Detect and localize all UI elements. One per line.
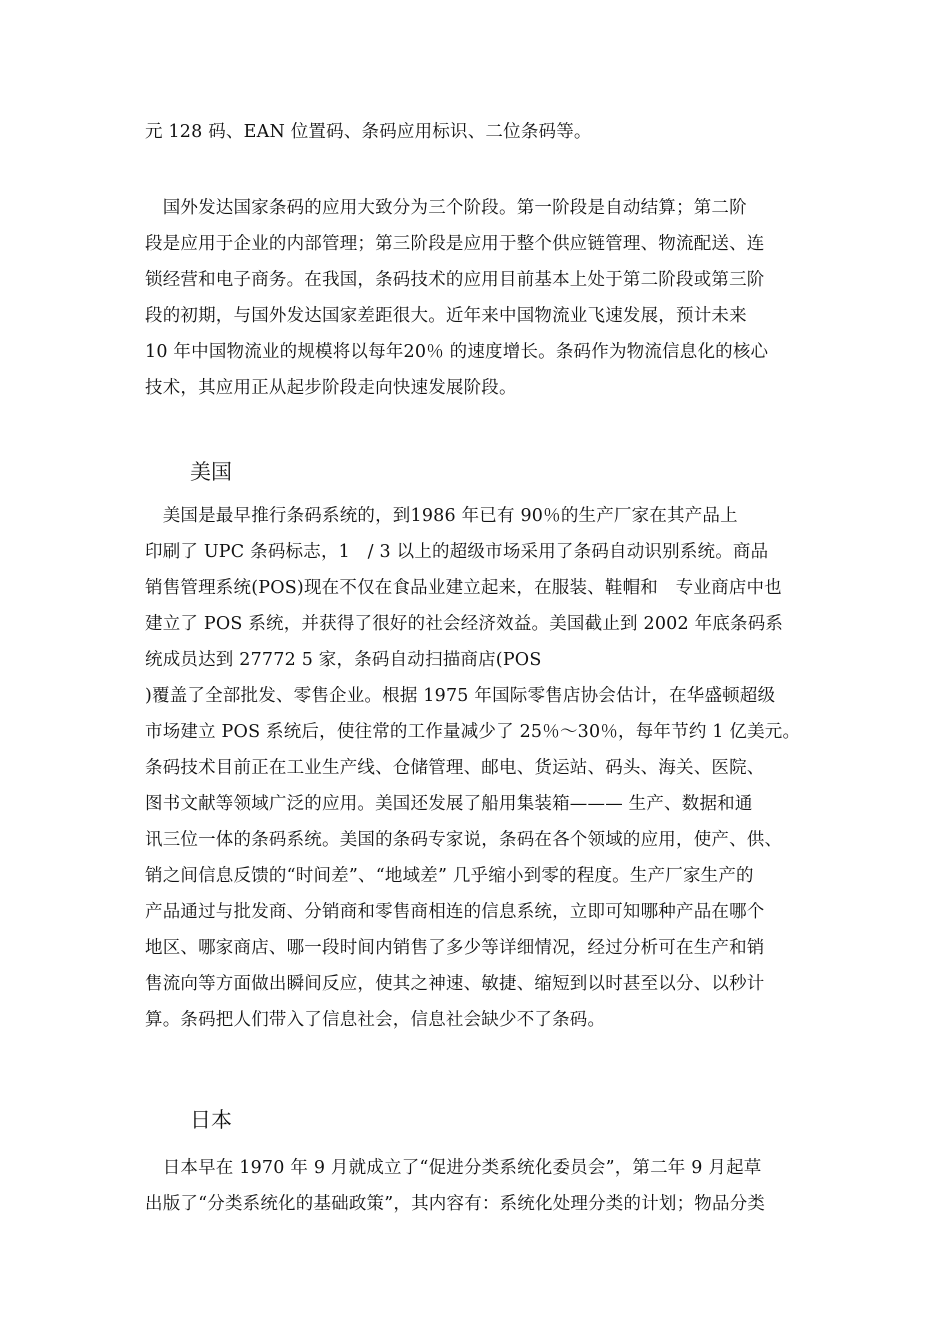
usa-line-7: 市场建立 POS 系统后，使往常的工作量减少了 25％～30％，每年节约 1 亿美元。 <box>145 722 801 742</box>
usa-line-4: 建立了 POS 系统，并获得了很好的社会经济效益。美国截止到 2002 年底条码系 <box>145 614 784 634</box>
usa-line-13: 地区、哪家商店、哪一段时间内销售了多少等详细情况，经过分析可在生产和销 <box>145 938 765 958</box>
usa-line-9: 图书文献等领域广泛的应用。美国还发展了船用集装箱——— 生产、数据和通 <box>145 794 753 814</box>
stages-line-5: 10 年中国物流业的规模将以每年20％ 的速度增长。条码作为物流信息化的核心 <box>145 342 769 362</box>
stages-line-1: 国外发达国家条码的应用大致分为三个阶段。第一阶段是自动结算；第二阶 <box>145 198 747 218</box>
usa-line-11: 销之间信息反馈的“时间差”、“地域差” 几乎缩小到零的程度。生产厂家生产的 <box>145 866 754 886</box>
usa-line-1: 美国是最早推行条码系统的，到1986 年已有 90％的生产厂家在其产品上 <box>145 506 738 526</box>
usa-line-5: 统成员达到 27772 5 家，条码自动扫描商店(POS <box>145 650 542 670</box>
stages-line-3: 锁经营和电子商务。在我国，条码技术的应用目前基本上处于第二阶段或第三阶 <box>145 270 765 290</box>
japan-line-2: 出版了“分类系统化的基础政策”，其内容有：系统化处理分类的计划；物品分类 <box>145 1194 766 1214</box>
stages-line-6: 技术，其应用正从起步阶段走向快速发展阶段。 <box>145 378 517 398</box>
section-heading-japan: 日本 <box>190 1108 232 1132</box>
usa-line-14: 售流向等方面做出瞬间反应，使其之神速、敏捷、缩短到以时甚至以分、以秒计 <box>145 974 765 994</box>
usa-line-2: 印刷了 UPC 条码标志，1 / 3 以上的超级市场采用了条码自动识别系统。商品 <box>145 542 769 562</box>
section-heading-usa: 美国 <box>190 460 232 484</box>
usa-line-6: )覆盖了全部批发、零售企业。根据 1975 年国际零售店协会估计，在华盛顿超级 <box>145 686 776 706</box>
usa-line-8: 条码技术目前正在工业生产线、仓储管理、邮电、货运站、码头、海关、医院、 <box>145 758 765 778</box>
usa-line-10: 讯三位一体的条码系统。美国的条码专家说，条码在各个领域的应用，使产、供、 <box>145 830 783 850</box>
stages-line-2: 段是应用于企业的内部管理；第三阶段是应用于整个供应链管理、物流配送、连 <box>145 234 765 254</box>
usa-line-12: 产品通过与批发商、分销商和零售商相连的信息系统，立即可知哪种产品在哪个 <box>145 902 765 922</box>
intro-line: 元 128 码、EAN 位置码、条码应用标识、二位条码等。 <box>145 122 592 142</box>
stages-line-4: 段的初期，与国外发达国家差距很大。近年来中国物流业飞速发展，预计未来 <box>145 306 747 326</box>
usa-line-3: 销售管理系统(POS)现在不仅在食品业建立起来，在服装、鞋帽和 专业商店中也 <box>145 578 782 598</box>
japan-line-1: 日本早在 1970 年 9 月就成立了“促进分类系统化委员会”，第二年 9 月起草 <box>145 1158 762 1178</box>
usa-line-15: 算。条码把人们带入了信息社会，信息社会缺少不了条码。 <box>145 1010 606 1030</box>
